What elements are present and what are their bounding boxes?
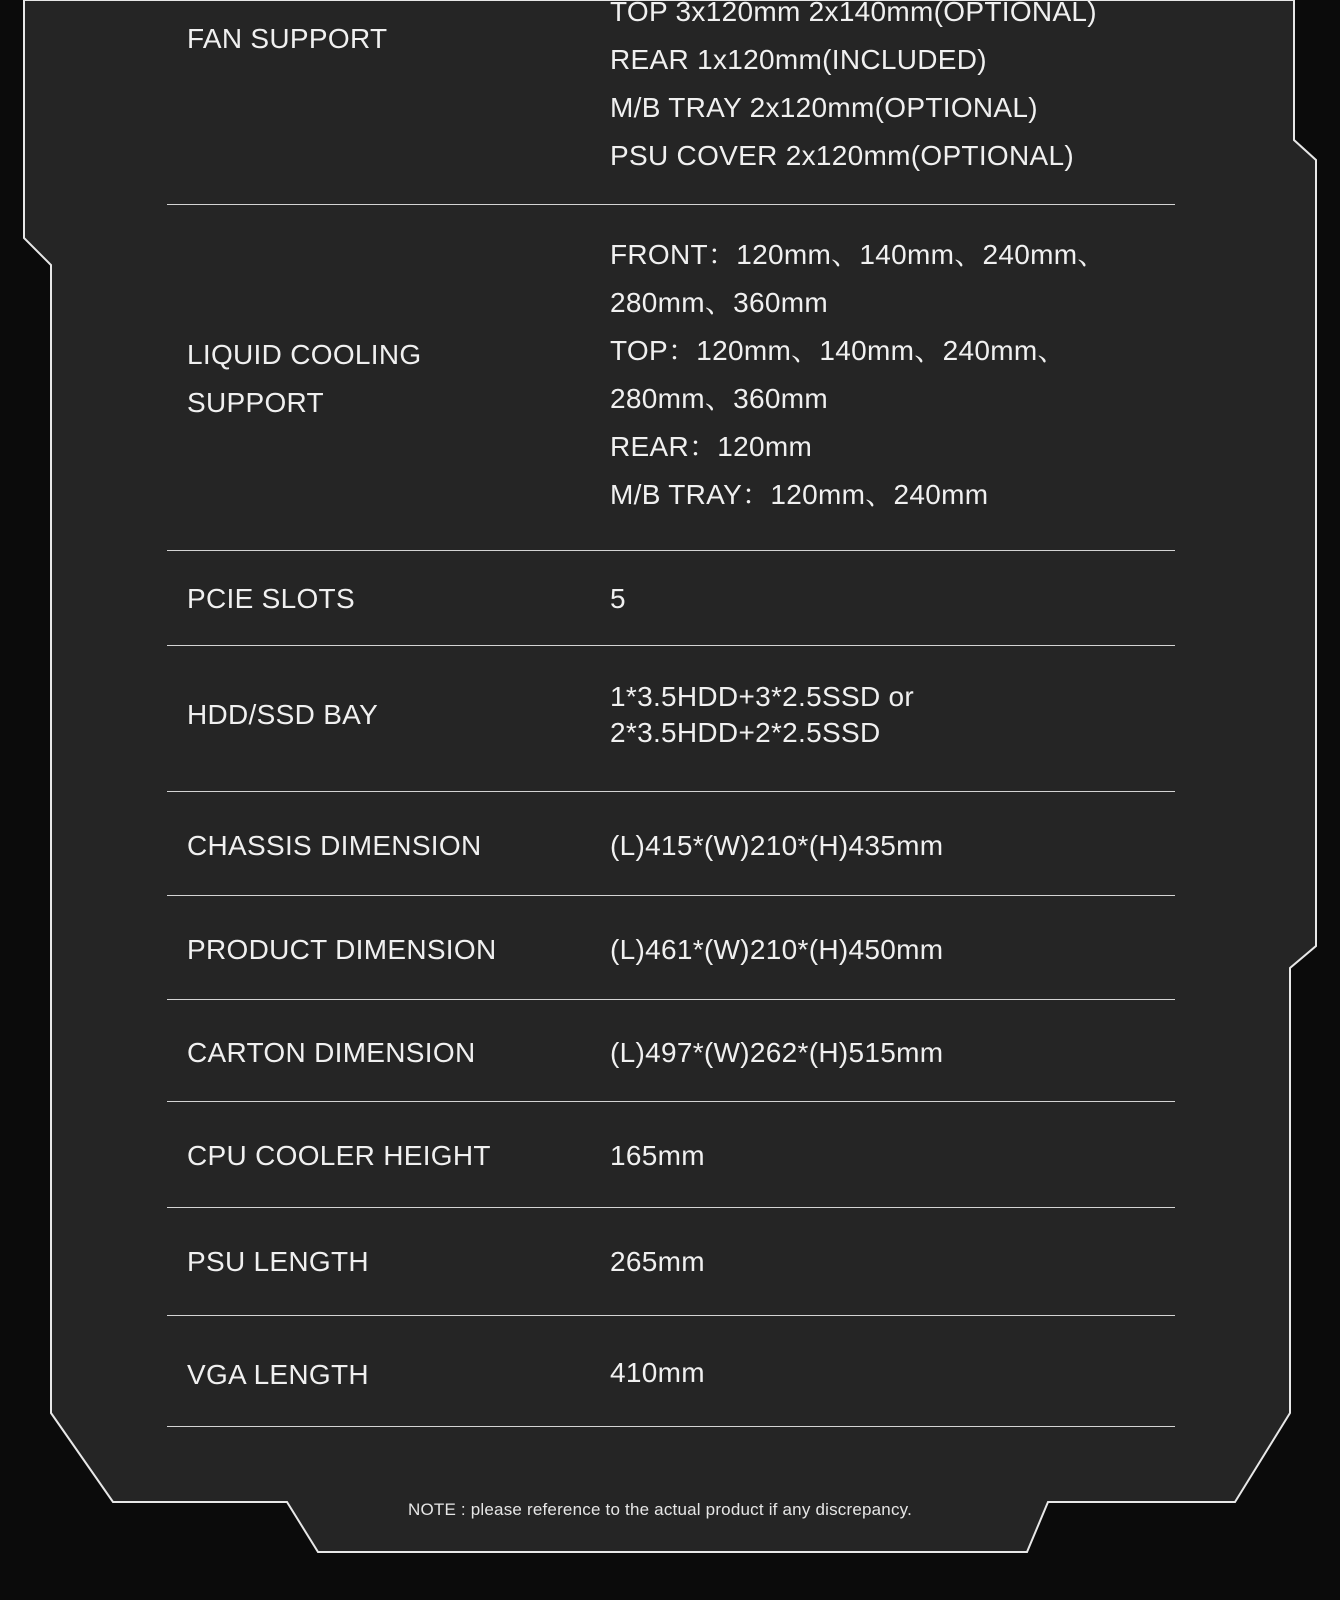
spec-label: VGA LENGTH [187, 1359, 369, 1390]
spec-label-line: LIQUID COOLING [187, 339, 422, 370]
spec-row-pcie-slots [167, 551, 1175, 646]
spec-label [187, 331, 421, 427]
spec-label: PSU LENGTH [187, 1246, 369, 1277]
spec-label: FAN SUPPORT [187, 23, 388, 54]
spec-value: (L)497*(W)262*(H)515mm [610, 1037, 944, 1068]
spec-row-carton-dimension [167, 1000, 1175, 1102]
spec-label: CHASSIS DIMENSION [187, 830, 482, 861]
spec-value: PSU COVER 2x120mm(OPTIONAL) [610, 140, 1074, 171]
spec-label: CPU COOLER HEIGHT [187, 1140, 491, 1171]
spec-value-list [610, 679, 914, 751]
spec-label: HDD/SSD BAY [187, 699, 379, 730]
spec-label: CARTON DIMENSION [187, 1037, 476, 1068]
spec-label: PRODUCT DIMENSION [187, 934, 497, 965]
spec-row-fan-support [167, 0, 1175, 205]
spec-value-list [610, 231, 1106, 519]
spec-value: 2*3.5HDD+2*2.5SSD [610, 717, 881, 748]
spec-value: 5 [610, 583, 626, 614]
spec-row-chassis-dimension [167, 792, 1175, 896]
spec-row-hdd-ssd-bay [167, 646, 1175, 792]
spec-label: PCIE SLOTS [187, 583, 355, 614]
spec-value: 165mm [610, 1140, 705, 1171]
spec-value: M/B TRAY 2x120mm(OPTIONAL) [610, 92, 1038, 123]
spec-value: 280mm、360mm [610, 383, 829, 414]
spec-value: REAR：120mm [610, 431, 813, 462]
spec-row-psu-length [167, 1208, 1175, 1316]
spec-value: 265mm [610, 1246, 705, 1277]
spec-value: 1*3.5HDD+3*2.5SSD or [610, 681, 915, 712]
spec-value: (L)415*(W)210*(H)435mm [610, 830, 944, 861]
spec-row-product-dimension [167, 896, 1175, 1000]
disclaimer-note: NOTE : please reference to the actual product if any discrepancy. [407, 1500, 913, 1519]
spec-row-cpu-cooler-height [167, 1102, 1175, 1208]
spec-label-line: SUPPORT [187, 387, 324, 418]
spec-value: M/B TRAY：120mm、240mm [610, 479, 989, 510]
spec-value: 280mm、360mm [610, 287, 829, 318]
spec-value: FRONT：120mm、140mm、240mm、 [610, 239, 1106, 270]
spec-value: (L)461*(W)210*(H)450mm [610, 934, 944, 965]
spec-value-list [610, 0, 1097, 180]
spec-row-liquid-cooling [167, 205, 1175, 551]
spec-value: TOP 3x120mm 2x140mm(OPTIONAL) [610, 0, 1097, 27]
spec-table [167, 0, 1175, 1427]
spec-value: TOP：120mm、140mm、240mm、 [610, 335, 1066, 366]
spec-row-vga-length [167, 1316, 1175, 1427]
spec-value: 410mm [610, 1357, 705, 1388]
spec-value: REAR 1x120mm(INCLUDED) [610, 44, 987, 75]
